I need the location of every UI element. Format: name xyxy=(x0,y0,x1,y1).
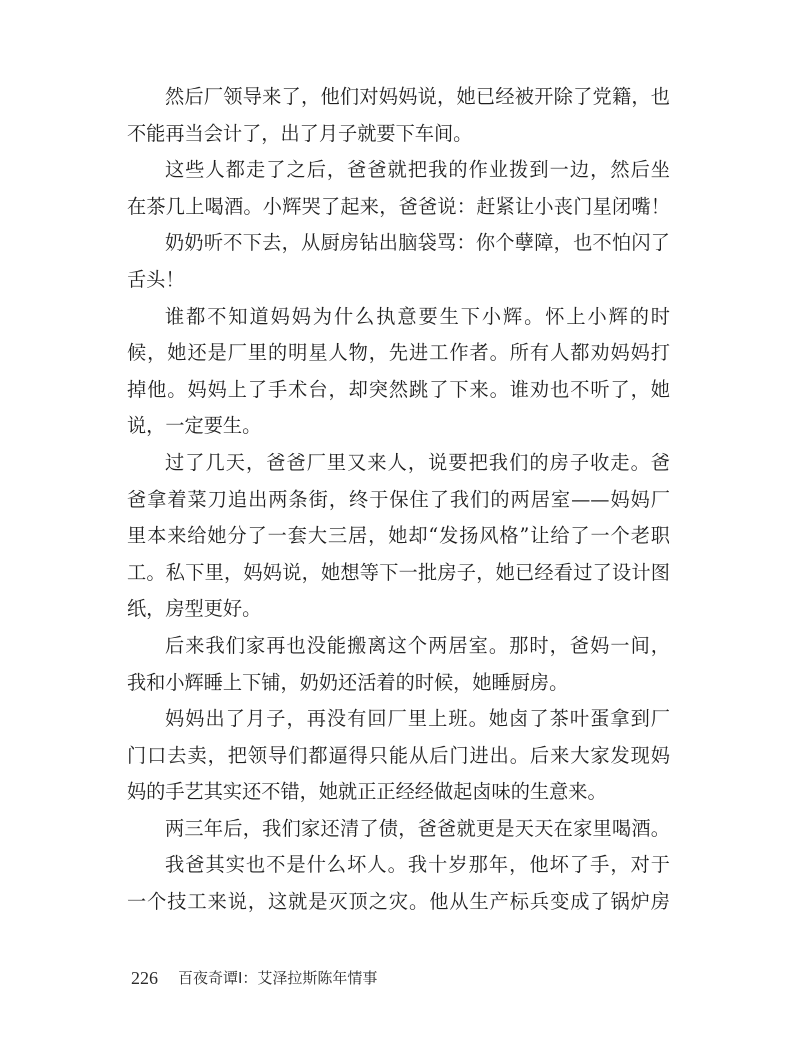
paragraph xyxy=(127,847,670,920)
text-line: 这些人都走了之后，爸爸就把我的作业拨到一边，然后坐 xyxy=(165,158,670,182)
text-line: 妈的手艺其实还不错，她就正正经经做起卤味的生意来。 xyxy=(127,780,607,804)
text-line: 谁都不知道妈妈为什么执意要生下小辉。怀上小辉的时 xyxy=(165,304,670,328)
paragraph xyxy=(127,225,670,298)
page-number: 226 xyxy=(131,968,158,988)
paragraph xyxy=(127,445,670,628)
text-line: 奶奶听不下去，从厨房钻出脑袋骂：你个孽障，也不怕闪了 xyxy=(165,231,670,255)
paragraph xyxy=(127,701,670,811)
paragraph xyxy=(127,299,670,445)
paragraph xyxy=(127,628,670,701)
text-line: 我爸其实也不是什么坏人。我十岁那年，他坏了手，对于 xyxy=(165,853,670,877)
text-line: 掉他。妈妈上了手术台，却突然跳了下来。谁劝也不听了，她 xyxy=(127,377,670,401)
paragraph xyxy=(127,811,670,848)
text-line: 后来我们家再也没能搬离这个两居室。那时，爸妈一间， xyxy=(165,633,670,657)
text-line: 里本来给她分了一套大三居，她却“发扬风格”让给了一个老职 xyxy=(127,524,670,548)
text-line: 爸拿着菜刀追出两条街，终于保住了我们的两居室——妈妈厂 xyxy=(127,487,670,511)
text-line: 在茶几上喝酒。小辉哭了起来，爸爸说：赶紧让小丧门星闭嘴！ xyxy=(127,194,670,218)
text-line: 工。私下里，妈妈说，她想等下一批房子，她已经看过了设计图 xyxy=(127,560,670,584)
text-line: 纸，房型更好。 xyxy=(127,597,262,621)
text-line: 候，她还是厂里的明星人物，先进工作者。所有人都劝妈妈打 xyxy=(127,341,670,365)
body-text xyxy=(127,79,670,921)
text-line: 不能再当会计了，出了月子就要下车间。 xyxy=(127,121,473,145)
text-line: 说，一定要生。 xyxy=(127,414,262,438)
paragraph xyxy=(127,152,670,225)
text-line: 我和小辉睡上下铺，奶奶还活着的时候，她睡厨房。 xyxy=(127,670,569,694)
running-footer-title: 百夜奇谭Ⅰ：艾泽拉斯陈年情事 xyxy=(178,970,378,987)
text-line: 然后厂领导来了，他们对妈妈说，她已经被开除了党籍，也 xyxy=(165,85,670,108)
text-line: 两三年后，我们家还清了债，爸爸就更是天天在家里喝酒。 xyxy=(165,816,670,840)
text-line: 妈妈出了月子，再没有回厂里上班。她卤了茶叶蛋拿到厂 xyxy=(165,707,670,731)
text-line: 一个技工来说，这就是灭顶之灾。他从生产标兵变成了锅炉房 xyxy=(127,890,670,914)
text-line: 门口去卖，把领导们都逼得只能从后门进出。后来大家发现妈 xyxy=(127,743,670,767)
text-line: 舌头！ xyxy=(127,267,185,291)
text-line: 过了几天，爸爸厂里又来人，说要把我们的房子收走。爸 xyxy=(165,450,670,474)
paragraph xyxy=(127,79,670,152)
